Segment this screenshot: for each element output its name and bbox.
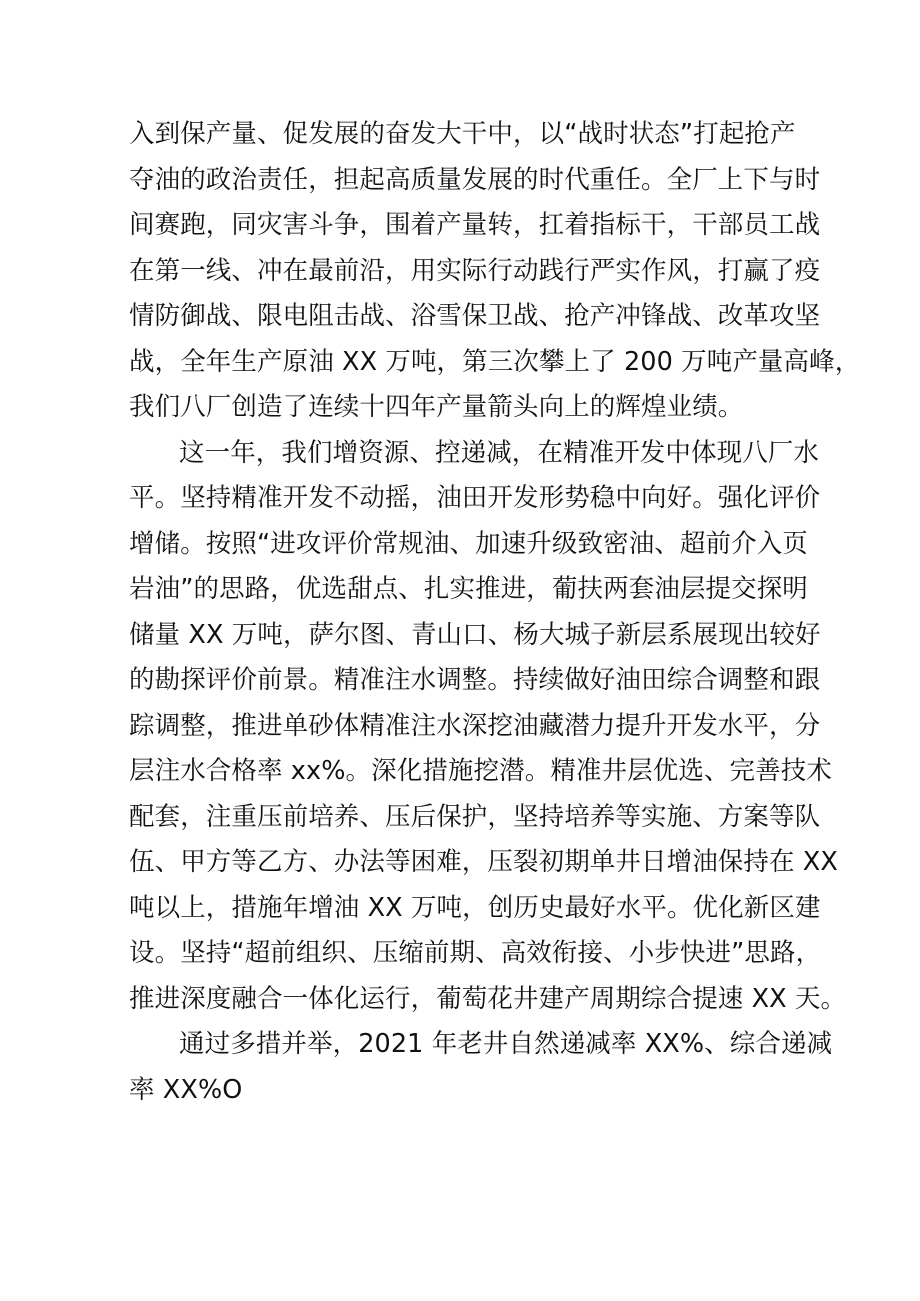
text-line: 岩油”的思路，优选甜点、扎实推进，葡扶两套油层提交探明 <box>129 574 808 604</box>
text-line: 吨以上，措施年增油 XX 万吨，创历史最好水平。优化新区建 <box>129 892 821 923</box>
text-line: 踪调整，推进单砂体精准注水深挖油藏潜力提升开发水平，分 <box>129 710 821 741</box>
text-line: 层注水合格率 xx%。深化措施挖潜。精准井层优选、完善技术 <box>129 756 832 786</box>
text-line: 率 XX%O <box>129 1074 243 1105</box>
text-line: 入到保产量、促发展的奋发大干中，以“战时状态”打起抢产 <box>129 119 796 149</box>
body-text <box>129 112 861 1113</box>
text-line: 平。坚持精准开发不动摇，油田开发形势稳中向好。强化评价 <box>129 483 821 513</box>
text-line: 夺油的政治责任，担起高质量发展的时代重任。全厂上下与时 <box>129 164 821 195</box>
text-line: 间赛跑，同灾害斗争，围着产量转，扛着指标干，干部员工战 <box>129 210 821 240</box>
text-line: 设。坚持“超前组织、压缩前期、高效衔接、小步快进”思路， <box>129 938 822 968</box>
paragraph-first-line: 这一年，我们增资源、控递减，在精准开发中体现八厂水 <box>179 437 820 468</box>
text-line: 在第一线、冲在最前沿，用实际行动践行严实作风，打赢了疫 <box>129 255 821 286</box>
text-line: 伍、甲方等乙方、办法等困难，压裂初期单井日增油保持在 XX <box>129 847 838 877</box>
text-line: 我们八厂创造了连续十四年产量箭头向上的辉煌业绩。 <box>129 392 744 422</box>
text-line: 推进深度融合一体化运行，葡萄花井建产周期综合提速 XX 天。 <box>129 983 847 1014</box>
text-line: 增储。按照“进攻评价常规油、加速升级致密油、超前介入页 <box>129 528 808 559</box>
paragraph-first-line: 通过多措并举，2021 年老井自然递减率 XX%、综合递减 <box>179 1029 833 1059</box>
text-line: 的勘探评价前景。精准注水调整。持续做好油田综合调整和跟 <box>129 665 821 695</box>
text-line: 情防御战、限电阻击战、浴雪保卫战、抢产冲锋战、改革攻坚 <box>129 301 821 331</box>
text-line: 战，全年生产原油 XX 万吨，第三次攀上了 200 万吨产量高峰， <box>129 346 861 377</box>
text-line: 配套，注重压前培养、压后保护，坚持培养等实施、方案等队 <box>129 801 821 832</box>
text-line: 储量 XX 万吨，萨尔图、青山口、杨大城子新层系展现出较好 <box>129 619 821 650</box>
